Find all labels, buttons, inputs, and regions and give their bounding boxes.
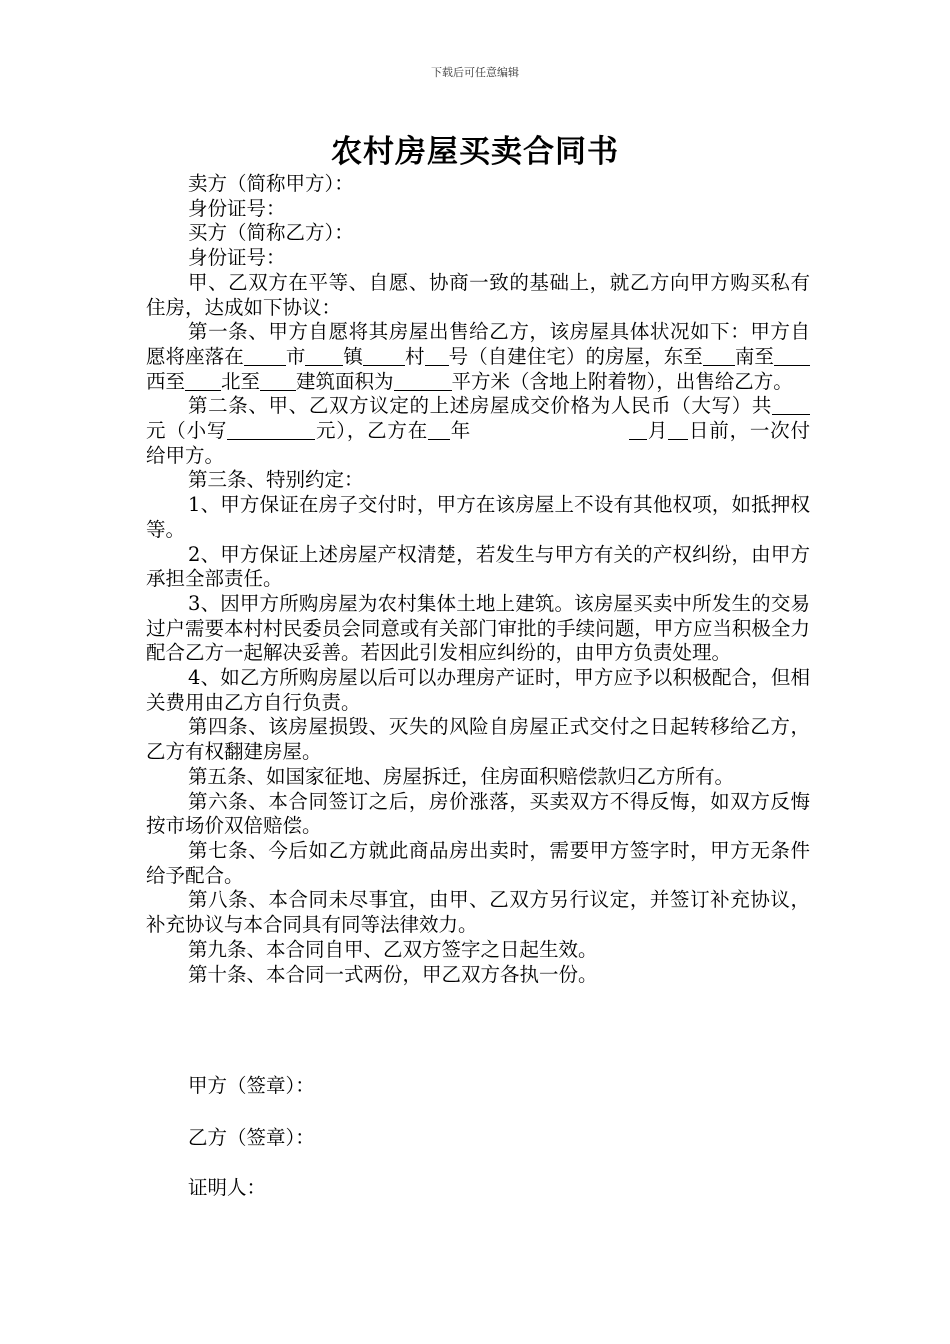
article-1-lead: 第一条、甲方自愿将其房屋出售给乙方，该房屋具体状况如下：甲方自愿将座落在 bbox=[146, 320, 810, 368]
article-3: 第三条、特别约定： bbox=[188, 468, 364, 492]
blank-city bbox=[244, 347, 286, 366]
blank-amount-words bbox=[772, 396, 810, 415]
page-header: 下载后可任意编辑 bbox=[431, 66, 519, 79]
article-1-west: 西至 bbox=[146, 369, 186, 393]
article-1-area: 建筑面积为 bbox=[296, 369, 394, 393]
article-2-yuan: 元（小写 bbox=[146, 419, 228, 443]
article-2 bbox=[146, 394, 810, 468]
article-6: 第六条、本合同签订之后，房价涨落，买卖双方不得反悔，如双方反悔按市场价双倍赔偿。 bbox=[146, 789, 810, 838]
seller-id-line: 身份证号： bbox=[188, 196, 286, 220]
article-4: 第四条、该房屋损毁、灭失的风险自房屋正式交付之日起转移给乙方，乙方有权翻建房屋。 bbox=[146, 715, 810, 764]
contract-body bbox=[146, 172, 810, 987]
article-1-north: 北至 bbox=[221, 369, 261, 393]
clause-4: 4、如乙方所购房屋以后可以办理房产证时，甲方应予以积极配合，但相关费用由乙方自行负责。 bbox=[146, 666, 810, 714]
article-2-tail: 日前，一次付给甲方。 bbox=[146, 419, 810, 467]
blank-number bbox=[425, 347, 449, 366]
buyer-id-line: 身份证号： bbox=[188, 246, 286, 270]
clause-1: 1、甲方保证在房子交付时，甲方在该房屋上不设有其他权项，如抵押权等。 bbox=[146, 493, 810, 541]
blank-area bbox=[394, 372, 452, 391]
article-2-month: 月 bbox=[647, 419, 669, 443]
article-1 bbox=[146, 320, 810, 394]
clause-3: 3、因甲方所购房屋为农村集体土地上建筑。该房屋买卖中所发生的交易过户需要本村村民委员会同意或有关部门审批的手续问题，甲方应当积极全力配合乙方一起解决妥善。若因此引发相应纠纷的，由甲方负责处理。 bbox=[146, 591, 810, 665]
blank-amount-digits bbox=[227, 421, 315, 440]
blank-west bbox=[185, 372, 221, 391]
article-7: 第七条、今后如乙方就此商品房出卖时，需要甲方签字时，甲方无条件给予配合。 bbox=[146, 838, 810, 887]
blank-south bbox=[774, 347, 810, 366]
blank-month bbox=[629, 421, 647, 440]
party-b-signature: 乙方（签章）： bbox=[188, 1126, 315, 1149]
article-1-south: 南至 bbox=[734, 344, 774, 368]
article-1-number: 号（自建住宅）的房屋，东至 bbox=[448, 344, 703, 368]
blank-town bbox=[305, 347, 343, 366]
witness-signature: 证明人： bbox=[188, 1176, 267, 1199]
article-2-year: 年 bbox=[450, 419, 472, 443]
article-2-yuan2: 元），乙方在 bbox=[315, 419, 428, 443]
clause-2: 2、甲方保证上述房屋产权清楚，若发生与甲方有关的产权纠纷，由甲方承担全部责任。 bbox=[146, 542, 810, 591]
intro-paragraph: 甲、乙双方在平等、自愿、协商一致的基础上，就乙方向甲方购买私有住房，达成如下协议： bbox=[146, 270, 810, 319]
blank-east bbox=[703, 347, 735, 366]
blank-village bbox=[363, 347, 405, 366]
article-1-village: 村 bbox=[404, 344, 425, 368]
article-8: 第八条、本合同未尽事宜，由甲、乙双方另行议定，并签订补充协议，补充协议与本合同具有同等法律效力。 bbox=[146, 888, 810, 937]
blank-year bbox=[428, 421, 450, 440]
document-title: 农村房屋买卖合同书 bbox=[331, 134, 619, 170]
article-1-town: 镇 bbox=[343, 344, 363, 368]
blank-day bbox=[668, 421, 688, 440]
article-9: 第九条、本合同自甲、乙双方签字之日起生效。 bbox=[188, 937, 598, 961]
article-1-tail: 平方米（含地上附着物），出售给乙方。 bbox=[451, 369, 793, 393]
article-2-lead: 第二条、甲、乙双方议定的上述房屋成交价格为人民币（大写）共 bbox=[188, 394, 772, 418]
article-1-city: 市 bbox=[285, 344, 306, 368]
blank-north bbox=[260, 372, 296, 391]
buyer-line: 买方（简称乙方）： bbox=[188, 221, 354, 245]
article-10: 第十条、本合同一式两份，甲乙双方各执一份。 bbox=[188, 962, 598, 986]
seller-line: 卖方（简称甲方）： bbox=[188, 172, 354, 195]
party-a-signature: 甲方（签章）： bbox=[188, 1074, 315, 1097]
article-5: 第五条、如国家征地、房屋拆迁，住房面积赔偿款归乙方所有。 bbox=[188, 764, 735, 788]
